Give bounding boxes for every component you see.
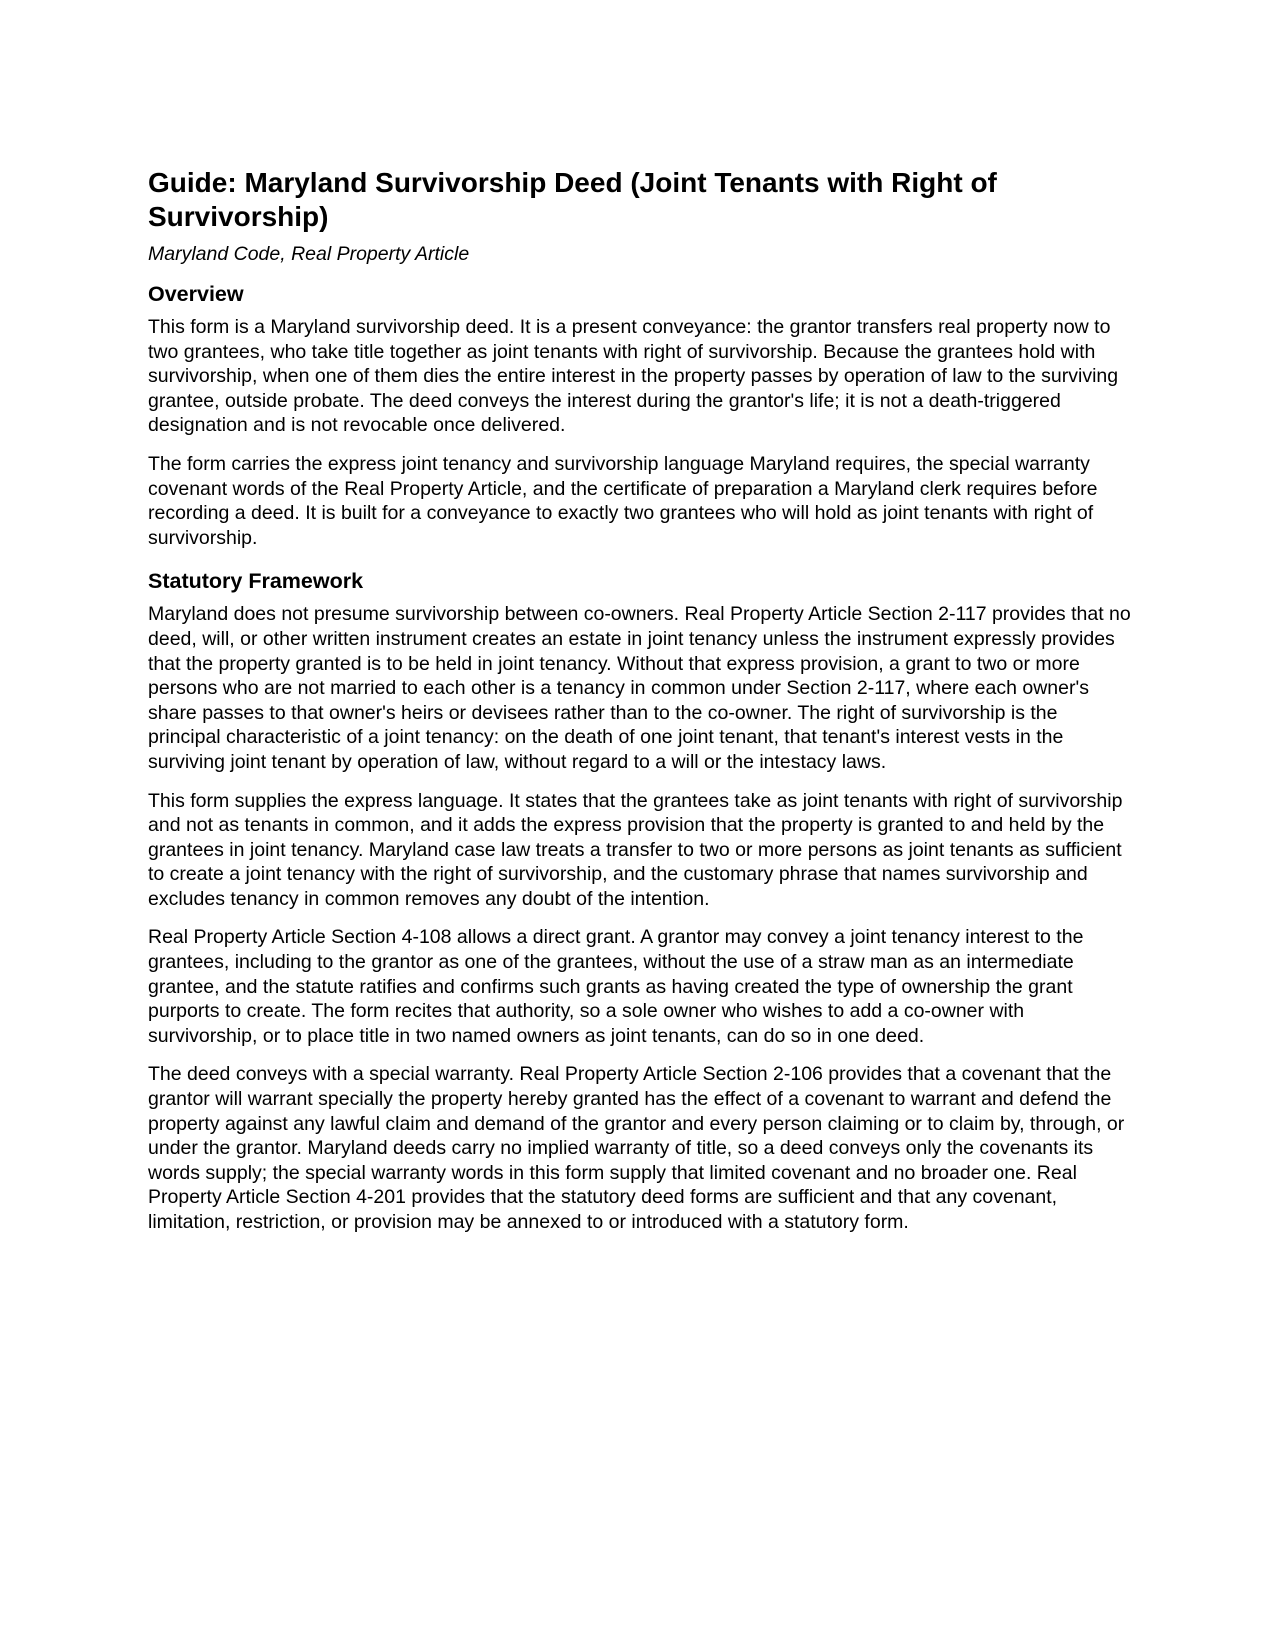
section-heading-overview: Overview	[148, 282, 244, 306]
section-overview	[148, 281, 1133, 550]
page-subtitle: Maryland Code, Real Property Article	[148, 243, 470, 265]
framework-paragraph-2: This form supplies the express language. It states that the grantees take as joint tenants with right of survivorship and not as tenants in common, and it adds the express provision that the property is granted to and held by the grantees in joint tenancy. Maryland case law treats a transfer to two or more persons as joint tenants as sufficient to create a joint tenancy with the right of survivorship, and the customary phrase that names survivorship and excludes tenancy in common removes any doubt of the intention.	[148, 789, 1123, 910]
overview-paragraph-2: The form carries the express joint tenancy and survivorship language Maryland requires, the special warranty covenant words of the Real Property Article, and the certificate of preparation a Maryland clerk requires before recording a deed. It is built for a conveyance to exactly two grantees who will hold as joint tenants with right of survivorship.	[148, 452, 1098, 549]
section-statutory-framework	[148, 568, 1133, 1234]
framework-paragraph-3: Real Property Article Section 4-108 allows a direct grant. A grantor may convey a joint tenancy interest to the grantees, including to the grantor as one of the grantees, without the use of a straw man as an intermediate grantee, and the statute ratifies and confirms such grants as having created the type of ownership the grant purports to create. The form recites that authority, so a sole owner who wishes to add a co-owner with survivorship, or to place title in two named owners as joint tenants, can do so in one deed.	[148, 926, 1084, 1047]
section-heading-statutory-framework: Statutory Framework	[148, 569, 364, 594]
framework-paragraph-4: The deed conveys with a special warranty. Real Property Article Section 2-106 provides that a covenant that the grantor will warrant specially the property hereby granted has the effect of a covenant to warrant and defend the property against any lawful claim and demand of the grantor and every person claiming or to claim by, through, or under the grantor. Maryland deeds carry no implied warranty of title, so a deed conveys only the covenants its words supply; the special warranty words in this form supply that limited covenant and no broader one. Real Property Article Section 4-201 provides that the statutory deed forms are sufficient and that any covenant, limitation, restriction, or provision may be annexed to or introduced with a statutory form.	[148, 1063, 1125, 1233]
document-page	[148, 166, 1133, 1249]
page-title: Guide: Maryland Survivorship Deed (Joint Tenants with Right of Survivorship)	[148, 167, 997, 232]
overview-paragraph-1: This form is a Maryland survivorship deed. It is a present conveyance: the grantor transfers real property now to two grantees, who take title together as joint tenants with right of survivorship. Because the grantees hold with survivorship, when one of them dies the entire interest in the property passes by operation of law to the surviving grantee, outside probate. The deed conveys the interest during the grantor's life; it is not a death-triggered designation and is not revocable once delivered.	[148, 316, 1119, 437]
framework-paragraph-1: Maryland does not presume survivorship between co-owners. Real Property Article Section 2-117 provides that no deed, will, or other written instrument creates an estate in joint tenancy unless the instrument expressly provides that the property granted is to be held in joint tenancy. Without that express provision, a grant to two or more persons who are not married to each other is a tenancy in common under Section 2-117, where each owner's share passes to that owner's heirs or devisees rather than to the co-owner. The right of survivorship is the principal characteristic of a joint tenancy: on the death of one joint tenant, that tenant's interest vests in the surviving joint tenant by operation of law, without regard to a will or the intestacy laws.	[148, 603, 1131, 773]
